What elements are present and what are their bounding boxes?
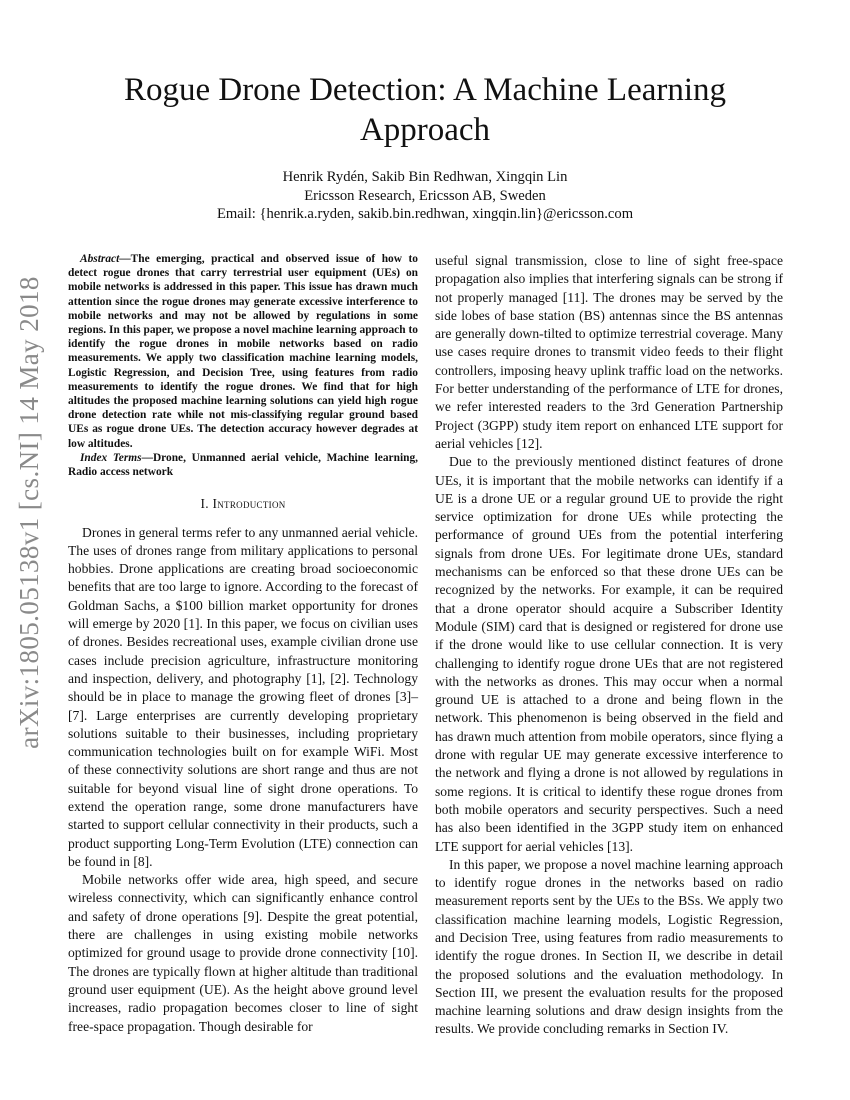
paper-title: Rogue Drone Detection: A Machine Learning Approach <box>123 72 727 148</box>
body-paragraph: Drones in general terms refer to any unmanned aerial vehicle. The uses of drones range from military applications to personal hobbies. Drone applications are creating broad socioeconomic benefits that are too large to ignore. According to the forecast of Goldman Sachs, a $100 billion market opportunity for drones will emerge by 2020 [1]. In this paper, we focus on civilian uses of drones. Besides recreational uses, example civilian drone use cases include precision agriculture, infrastructure monitoring and inspection, delivery, and photography [1], [2]. Technology should be in place to manage the growing fleet of drones [3]–[7]. Large enterprises are currently developing proprietary solutions suitable to their businesses, including proprietary communication technologies built on for example WiFi. Most of these connectivity solutions are short range and thus are not suitable for beyond visual line of sight drone operations. To extend the operation range, some drone manufacturers have started to support cellular connectivity in their products, such a product supporting Long-Term Evolution (LTE) connection can be found in [8]. <box>68 524 418 869</box>
body-paragraph: useful signal transmission, close to line of sight free-space propagation also implies that interfering signals can be strong if not properly managed [11]. The drones may be served by the side lobes of base station (BS) antennas since the BS antennas are generally down-tilted to optimize terrestrial coverage. Many use cases require drones to transmit video feeds to their flight controllers, imposing heavy uplink traffic load on the networks. For better understanding of the performance of LTE for drones, we refer interested readers to the 3rd Generation Partnership Project (3GPP) study item report on enhanced LTE support for aerial vehicles [12]. <box>435 253 784 451</box>
author-block <box>130 168 720 224</box>
left-column <box>68 252 418 1036</box>
abstract-label: Abstract <box>80 253 120 265</box>
body-paragraph: Due to the previously mentioned distinct features of drone UEs, it is important that the mobile networks can identify if a UE is a drone UE or a regular ground UE to provide the right service optimization for drone UEs while protecting the performance of ground UEs from the potential interfering signals from drone UEs. For legitimate drone UEs, standard mechanisms can be enforced so that these drone UEs can be recognized by the networks. For example, it can be required that a drone operator should acquire a Subscriber Identity Module (SIM) card that is designed or registered for drone use if the drone would like to use cellular connection. It is very challenging to identify rogue drone UEs that are not registered with the networks as drones. This may occur when a normal ground UE is attached to a drone and being flown in the network. This phenomenon is being observed in the field and has drawn much attention from mobile operators, since flying a drone with regular UE may generate excessive interference to the network and flying a drone is not allowed by regulations in some regions. It is critical to identify these rogue drones from both mobile operators and security perspectives. Such a need has also been identified in the 3GPP study item on enhanced LTE support for aerial vehicles [13]. <box>435 454 783 854</box>
index-terms-paragraph <box>68 451 418 479</box>
arxiv-identifier-stamp <box>4 265 54 760</box>
index-terms-text: —Drone, Unmanned aerial vehicle, Machine learning, Radio access network <box>68 451 418 479</box>
right-column <box>435 252 783 1039</box>
author-email: Email: {henrik.a.ryden, sakib.bin.redhwan, xingqin.lin}@ericsson.com <box>216 206 634 222</box>
abstract-block <box>68 252 418 479</box>
index-terms-label: Index Terms <box>80 451 142 464</box>
introduction-left-text <box>68 524 418 1036</box>
author-names: Henrik Rydén, Sakib Bin Redhwan, Xingqin Lin <box>282 169 568 185</box>
introduction-right-text <box>435 252 783 1039</box>
abstract-text: —The emerging, practical and observed issue of how to detect rogue drones that carry terrestrial user equipment (UEs) on mobile networks is addressed in this paper. This issue has drawn much attention since the rogue drones may generate excessive interference to mobile networks and may not be allowed by regulations in some regions. In this paper, we propose a novel machine learning approach to identify the rogue drones in mobile networks based on radio measurements. We apply two classification machine learning models, Logistic Regression, and Decision Tree, using features from radio measurements to identify the rogue drones. We find that for high altitudes the proposed machine learning solutions can yield high rogue drone detection rate while not mis-classifying regular ground based UEs as rogue drone UEs. The detection accuracy however degrades at low altitudes. <box>68 253 418 450</box>
author-affiliation: Ericsson Research, Ericsson AB, Sweden <box>304 187 546 204</box>
body-paragraph: In this paper, we propose a novel machine learning approach to identify rogue drones in the networks based on radio measurement reports sent by the UEs to the BSs. We apply two classification machine learning models, Logistic Regression, and Decision Tree, using features from radio measurements to identify the rogue drones. In Section II, we describe in detail the proposed solutions and the evaluation methodology. In Section III, we present the evaluation results for the proposed machine learning solutions and draw design insights from the results. We provide concluding remarks in Section IV. <box>435 856 783 1037</box>
abstract-paragraph <box>68 252 418 451</box>
section-heading-introduction: I. Introduction <box>200 496 286 512</box>
body-paragraph: Mobile networks offer wide area, high speed, and secure wireless connectivity, which can significantly enhance control and safety of drone operations [9]. Despite the great potential, there are challenges in using existing mobile networks optimized for ground usage to provide drone connectivity [10]. The drones are typically flown at higher altitude than traditional ground user equipment (UE). As the height above ground level increases, radio propagation becomes closer to line of sight free-space propagation. Though desirable for <box>68 872 418 1034</box>
arxiv-identifier-text: arXiv:1805.05138v1 [cs.NI] 14 May 2018 <box>13 276 44 749</box>
